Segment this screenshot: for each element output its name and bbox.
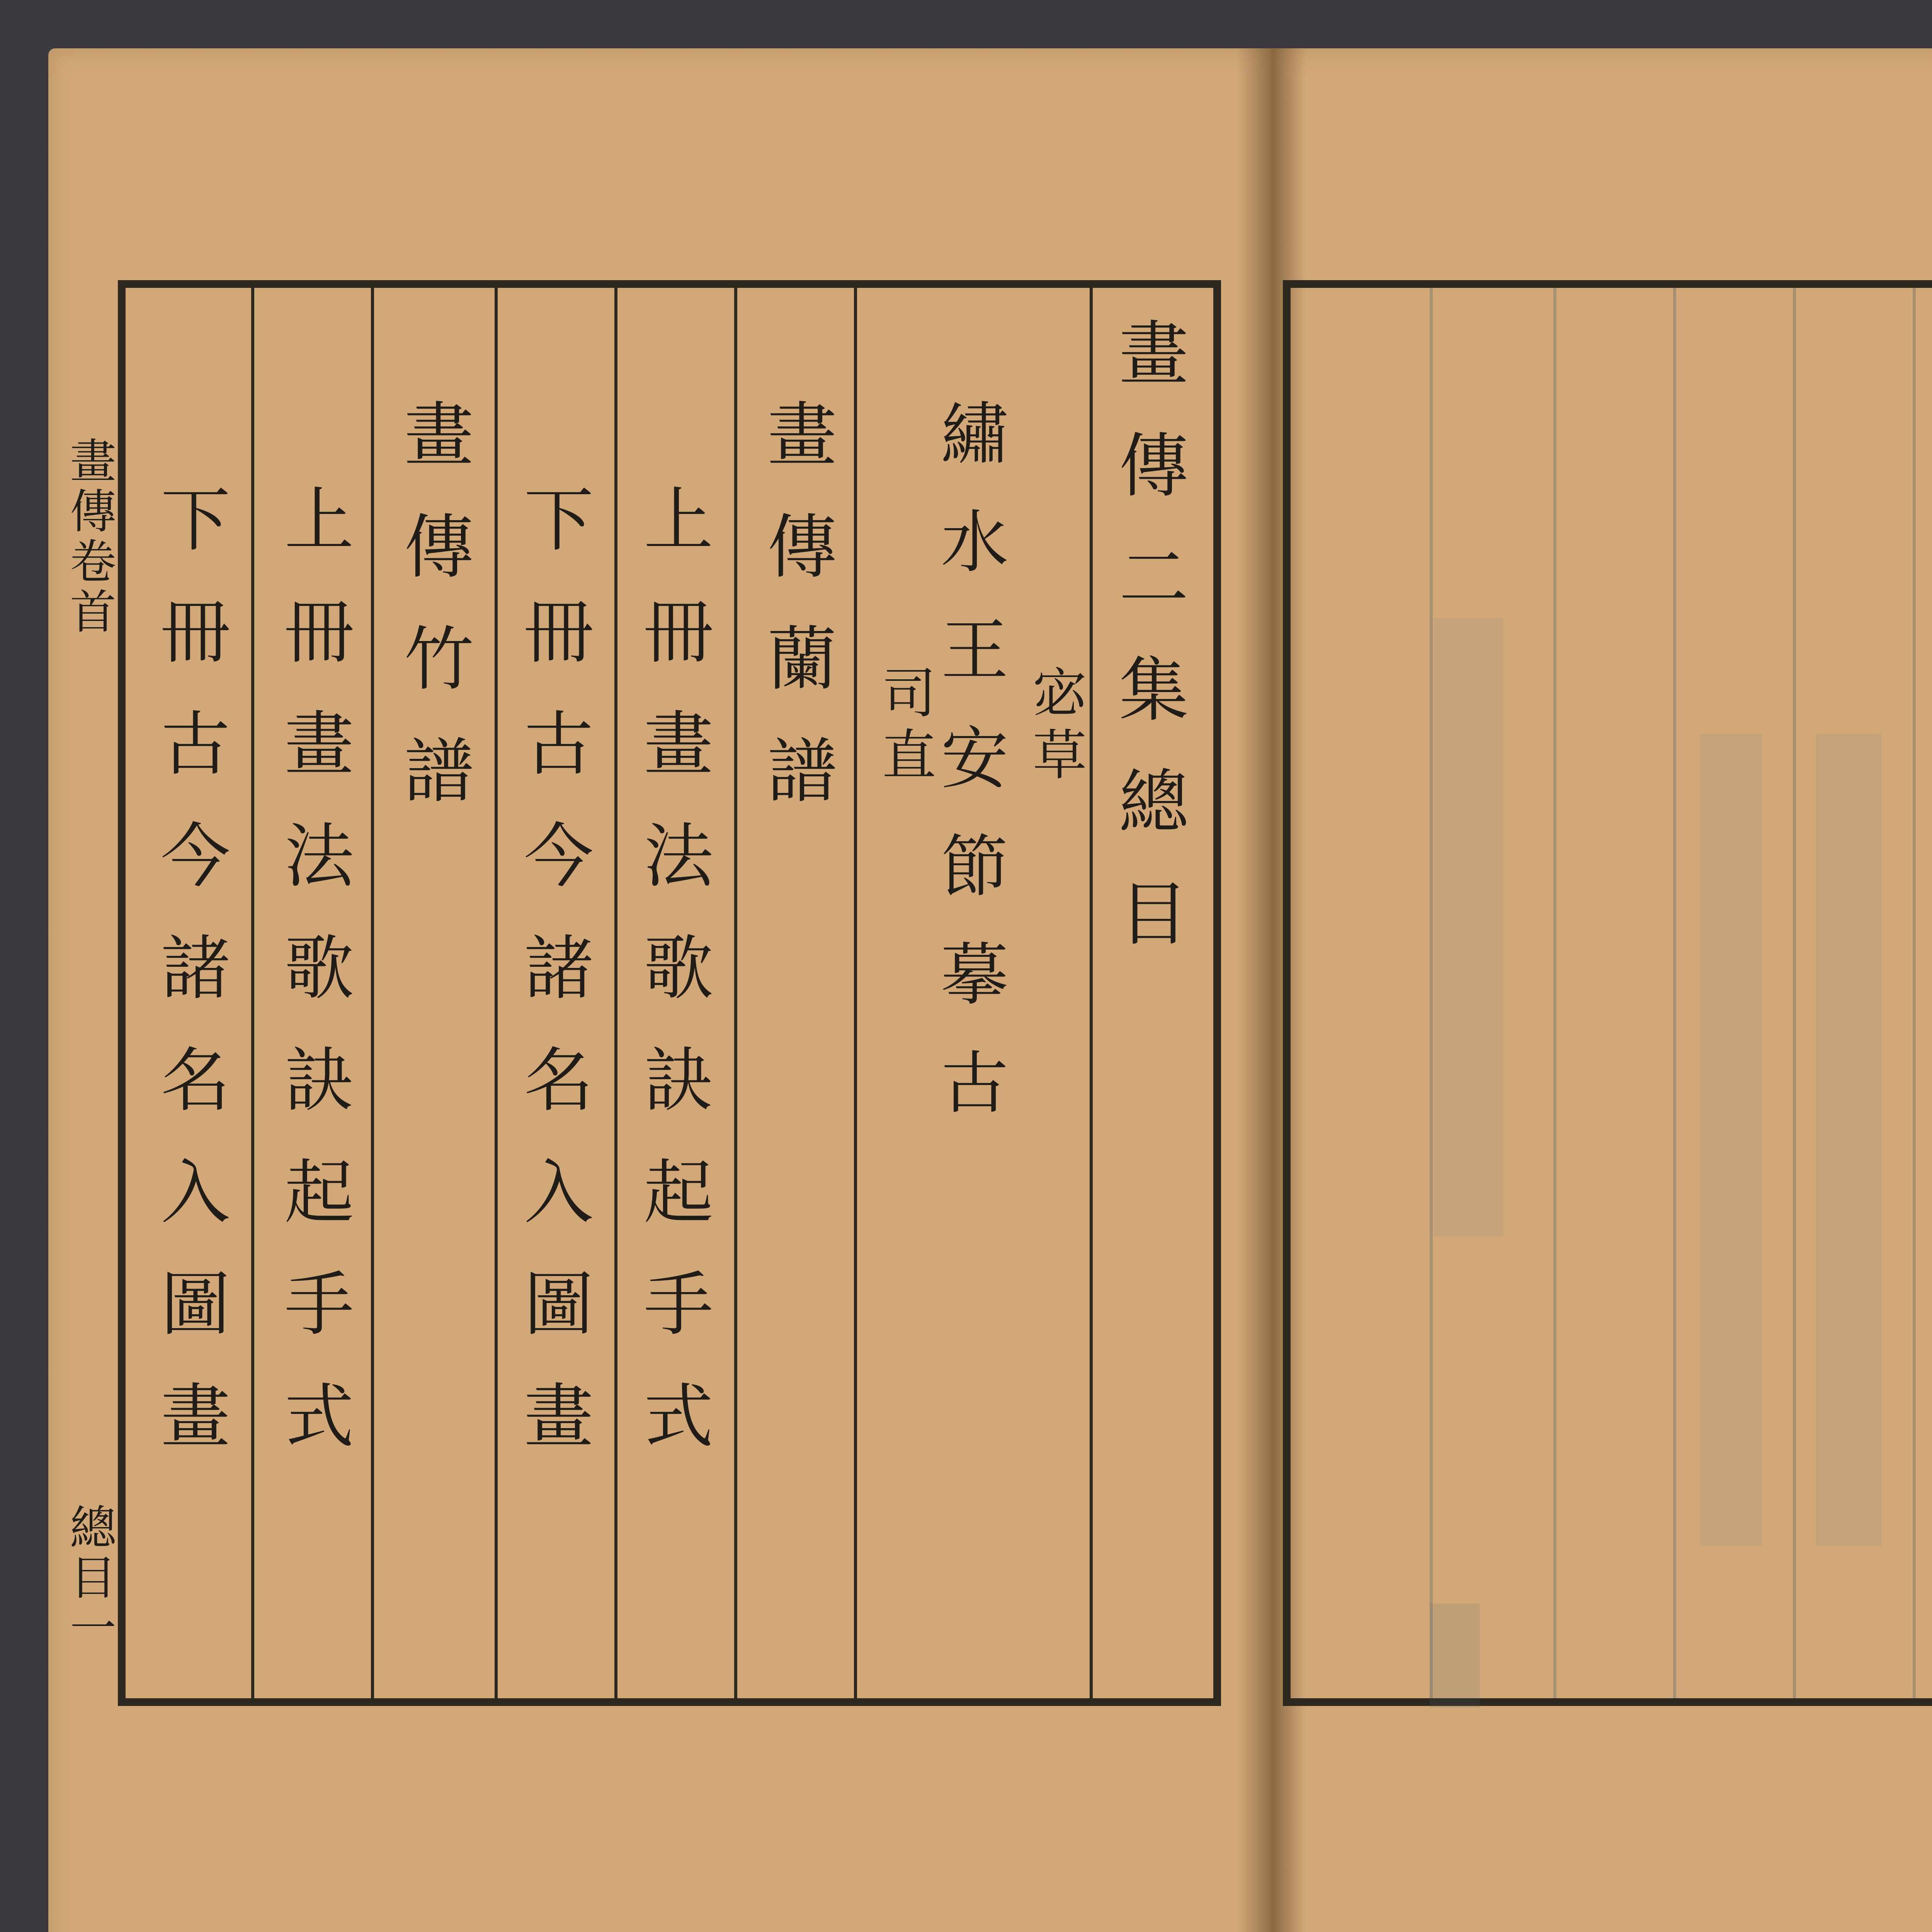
column-rule xyxy=(734,288,737,1698)
editor-note-b: 司直 xyxy=(873,665,936,788)
faint-rule xyxy=(1793,288,1796,1698)
show-through-seal xyxy=(1430,1604,1480,1708)
orchid-title: 畫傳蘭譜 xyxy=(756,398,837,846)
column-rule xyxy=(495,288,498,1698)
editor-name: 繡水王安節摹古 xyxy=(930,398,1008,1155)
orchid-upper: 上冊畫法歌訣起手式 xyxy=(632,483,713,1492)
column-rule xyxy=(251,288,254,1698)
column-rule xyxy=(1090,288,1093,1698)
bamboo-lower: 下冊古今諸名入圖畫 xyxy=(149,483,230,1492)
show-through-column xyxy=(1700,734,1762,1546)
column-rule xyxy=(854,288,857,1698)
faint-rule xyxy=(1553,288,1556,1698)
column-rule xyxy=(614,288,617,1698)
faint-rule xyxy=(1430,288,1433,1698)
margin-title: 畫傳卷首 xyxy=(62,437,116,638)
bamboo-title: 畫傳竹譜 xyxy=(393,398,473,846)
margin-section: 總目一 xyxy=(62,1503,116,1654)
contents-heading: 畫傳二集總目 xyxy=(1107,317,1188,989)
bamboo-upper: 上冊畫法歌訣起手式 xyxy=(273,483,354,1492)
faint-rule xyxy=(1913,288,1916,1698)
editor-note-a: 宓草 xyxy=(1024,665,1087,788)
column-rule xyxy=(371,288,374,1698)
show-through-column xyxy=(1434,618,1503,1236)
show-through-column xyxy=(1816,734,1882,1546)
orchid-lower: 下冊古今諸名入圖畫 xyxy=(512,483,593,1492)
faint-rule xyxy=(1673,288,1676,1698)
